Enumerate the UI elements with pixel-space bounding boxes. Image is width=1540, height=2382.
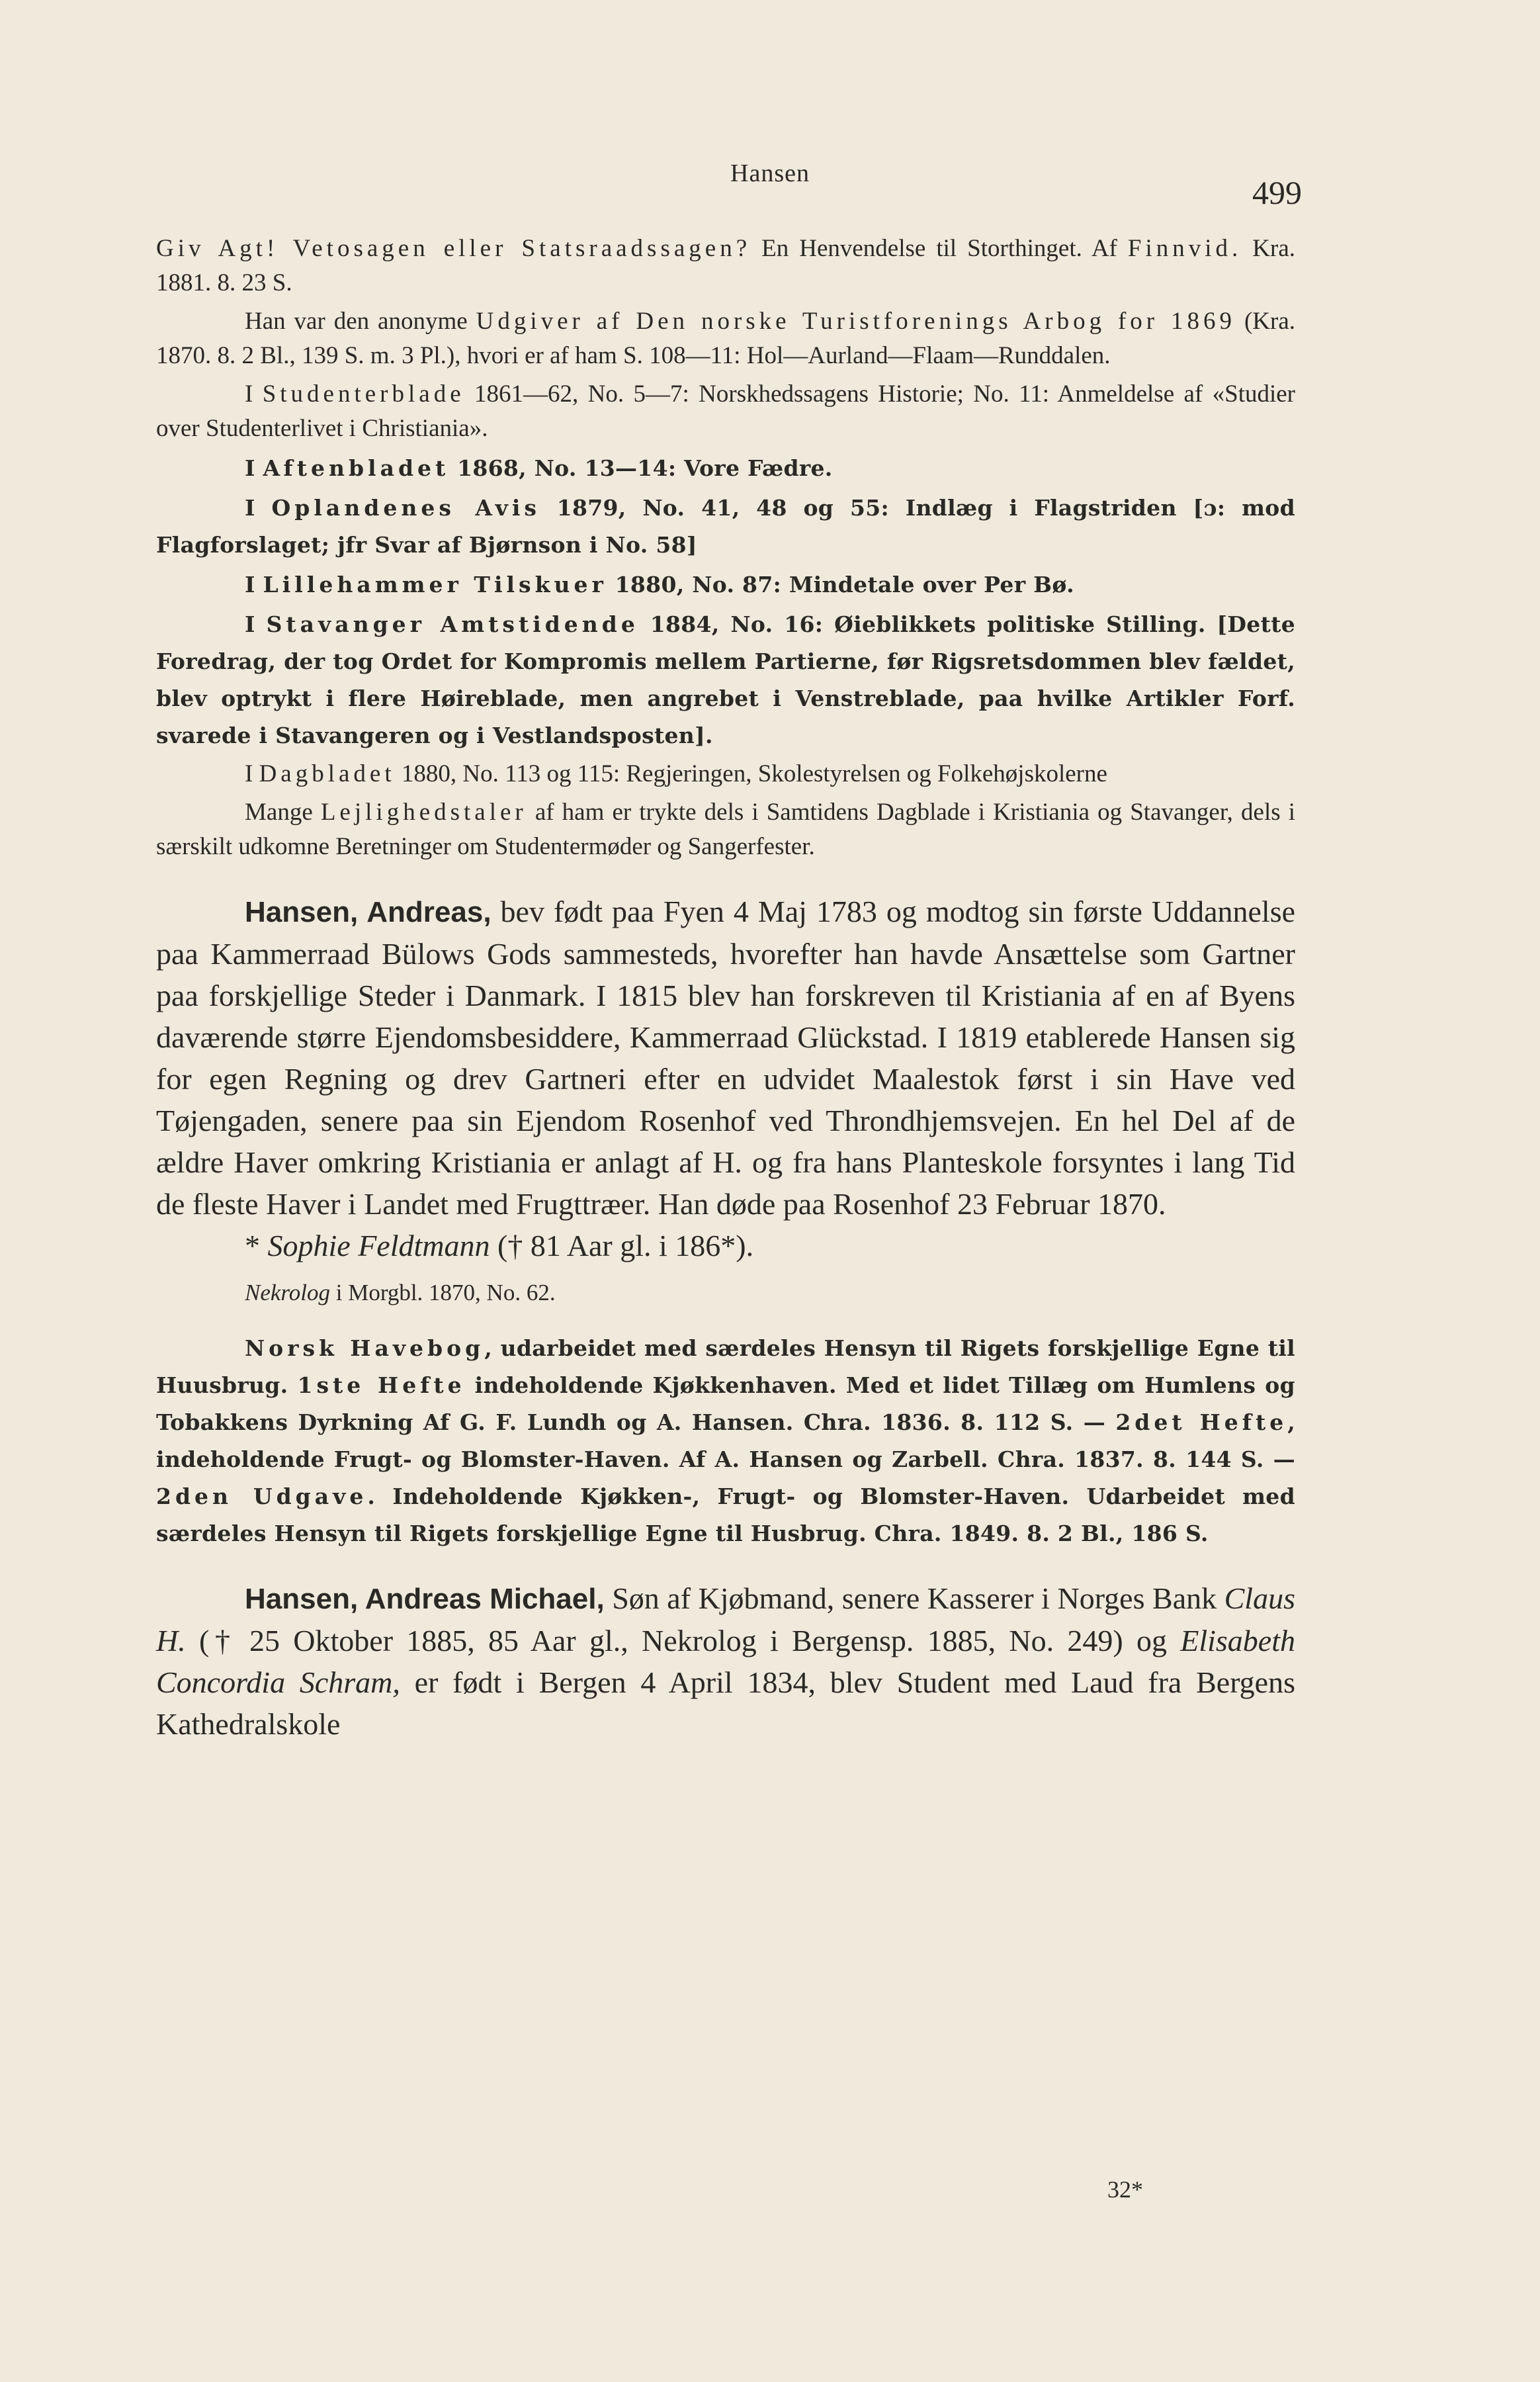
entry-name: Hansen, Andreas, bbox=[245, 896, 492, 928]
work-dagbladet: I Dagbladet 1880, No. 113 og 115: Regjeringen, Skolestyrelsen og Folkehøjskolerne bbox=[245, 760, 1107, 787]
work-title: Udgiver af Den norske Turistforenings Arbog for 1869 bbox=[476, 308, 1236, 335]
work-aftenbladet: I Aftenbladet 1868, No. 13—14: Vore Fædre. bbox=[245, 455, 833, 481]
entry-name: Hansen, Andreas Michael, bbox=[245, 1583, 605, 1615]
work-oplandenes-avis: I Oplandenes Avis 1879, No. 41, 48 og 55: Indlæg i Flagstriden [ɔ: mod Flagforslaget; jfr Svar af Bjørnson i No. 58] bbox=[156, 495, 1295, 558]
work-title: Lejlighedstaler bbox=[320, 799, 527, 826]
mother-name: Elisabeth Concordia Schram, bbox=[156, 1624, 1295, 1699]
spouse-name: Sophie Feldtmann bbox=[267, 1229, 490, 1262]
periodical-title: Studenterblade bbox=[262, 380, 465, 408]
spacer bbox=[156, 868, 1295, 891]
periodical-title: Dagbladet bbox=[259, 760, 396, 787]
work-title: Norsk Havebog bbox=[245, 1335, 485, 1361]
work-vetosagen: Giv Agt! Vetosagen eller Statsraadssagen? En Henvendelse til Storthinget. Af Finnvid. Kra. 1881. 8. 23 S. bbox=[156, 235, 1296, 296]
work-lejlighedstaler: Mange Lejlighedstaler af ham er trykte dels i Samtidens Dagblade i Kristiania og Stavanger, dels i særskilt udkomne Beretninger om Studentermøder og Sangerfester. bbox=[156, 799, 1295, 860]
spacer bbox=[156, 1555, 1295, 1577]
work-studenterblade: I Studenterblade 1861—62, No. 5—7: Norskhedssagens Historie; No. 11: Anmeldelse af «Studier over Studenterlivet i Christiania». bbox=[156, 380, 1295, 442]
work-norsk-havebog: Norsk Havebog, udarbeidet med særdeles Hensyn til Rigets forskjellige Egne til Huusbrug. 1ste Hefte indeholdende Kjøkkenhaven. Med et lidet Tillæg om Humlens og Tobakkens Dyrkning Af G. F. Lundh og A. Hansen. Chra. 1836. 8. 112 S. — 2det Hefte, indeholdende Frugt- og Blomster-Haven. Af A. Hansen og Zarbell. Chra. 1837. 8. 144 S. — 2den Udgave. Indeholdende Kjøkken-, Frugt- og Blomster-Haven. Udarbeidet med særdeles Hensyn til Rigets forskjellige Egne til Husbrug. Chra. 1849. 8. 2 Bl., 186 S. bbox=[156, 1335, 1296, 1546]
signature-mark: 32* bbox=[1107, 2176, 1143, 2203]
pseudonym: Finnvid. bbox=[1127, 235, 1242, 262]
spouse-line: * Sophie Feldtmann († 81 Aar gl. i 186*). bbox=[245, 1229, 754, 1262]
periodical-title: Aftenbladet bbox=[263, 455, 450, 481]
running-header: Hansen bbox=[730, 159, 810, 187]
entry-text: bev født paa Fyen 4 Maj 1783 og modtog sin første Uddannelse paa Kammerraad Bülows Gods sammesteds, hvorefter han havde Ansættelse som Gartner paa forskjellige Steder i Danmark. I 1815 blev han forskreven til Kristiania af en af Byens daværende større Ejendomsbesiddere, Kammerraad Glückstad. I 1819 etablerede Hansen sig for egen Regning og drev Gartneri efter en udvidet Maalestok først i sin Have ved Tøjengaden, senere paa sin Ejendom Rosenhof ved Throndhjemsvejen. En hel Del af de ældre Haver omkring Kristiania er anlagt af H. og fra hans Planteskole forsyntes i lang Tid de fleste Haver i Landet med Frugttræer. Han døde paa Rosenhof 23 Februar 1870. bbox=[156, 895, 1296, 1221]
work-stavanger-amtstidende: I Stavanger Amtstidende 1884, No. 16: Øieblikkets politiske Stilling. [Dette Foredrag, der tog Ordet for Kompromis mellem Partierne, før Rigsretsdommen blev fældet, blev optrykt i flere Høireblade, men angrebet i Venstreblade, paa hvilke Artikler Forf. svarede i Stavangeren og i Vestlandsposten]. bbox=[156, 611, 1295, 748]
work-title: Giv Agt! Vetosagen eller Statsraadssagen? bbox=[156, 235, 751, 262]
work-turistforening: Han var den anonyme Udgiver af Den norske Turistforenings Arbog for 1869 (Kra. 1870. 8. 2 Bl., 139 S. m. 3 Pl.), hvori er af ham S. 108—11: Hol—Aurland—Flaam—Runddalen. bbox=[156, 308, 1295, 369]
periodical-title: Oplandenes Avis bbox=[271, 495, 540, 521]
father-name: Claus H. bbox=[156, 1581, 1295, 1657]
entry-hansen-andreas-michael: Hansen, Andreas Michael, Søn af Kjøbmand, senere Kasserer i Norges Bank Claus H. († 25 Oktober 1885, 85 Aar gl., Nekrolog i Bergensp. 1885, No. 249) og Elisabeth Concordia Schram, er født i Bergen 4 April 1834, blev Student med Laud fra Bergens Kathedralskole bbox=[156, 1581, 1295, 1741]
obituary-note: Nekrolog i Morgbl. 1870, No. 62. bbox=[245, 1280, 556, 1305]
periodical-title: Stavanger Amtstidende bbox=[266, 611, 639, 637]
work-lillehammer-tilskuer: I Lillehammer Tilskuer 1880, No. 87: Mindetale over Per Bø. bbox=[245, 572, 1074, 597]
page-number: 499 bbox=[1252, 174, 1302, 211]
periodical-title: Lillehammer Tilskuer bbox=[263, 572, 607, 597]
entry-hansen-andreas bbox=[156, 891, 1295, 1225]
text-column bbox=[156, 232, 1295, 1745]
